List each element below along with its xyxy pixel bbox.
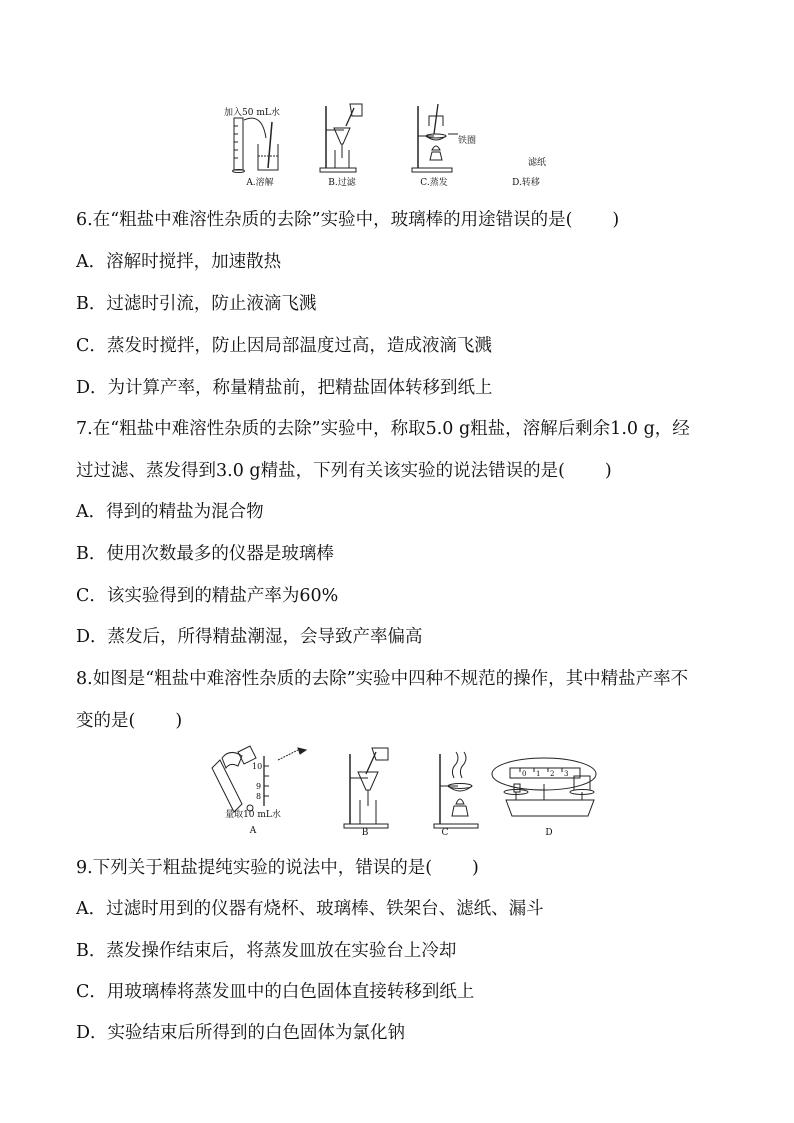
q9-option-c: C．用玻璃棒将蒸发皿中的白色固体直接转移到纸上 [76, 982, 475, 1002]
filtration-apparatus [320, 104, 362, 172]
caption-c: C [441, 828, 449, 838]
cylinder-tick-9: 9 [256, 782, 262, 791]
figure-1-apparatus [222, 100, 547, 192]
caption-a-dissolve: A.溶解 [246, 178, 274, 188]
caption-b: B [361, 828, 369, 838]
ruler-tick-2: 2 [550, 770, 555, 778]
ruler-tick-0: 0 [522, 770, 527, 778]
caption-d-transfer: D.转移 [512, 178, 540, 188]
label-iron-ring: 铁圈 [458, 136, 477, 146]
caption-b-filter: B.过滤 [328, 178, 356, 188]
q9-option-a: A．过滤时用到的仪器有烧杯、玻璃棒、铁架台、滤纸、漏斗 [76, 899, 544, 919]
evaporation-apparatus [434, 752, 478, 828]
ruler-tick-1: 1 [536, 770, 541, 778]
q7-option-d: D．蒸发后，所得精盐潮湿，会导致产率偏高 [76, 627, 423, 647]
q7-option-c: C．该实验得到的精盐产率为60% [76, 586, 339, 606]
label-filter-paper: 滤纸 [528, 158, 547, 168]
caption-a: A [249, 826, 257, 836]
cylinder-tick-10: 10 [252, 762, 263, 771]
q7-option-b: B．使用次数最多的仪器是玻璃棒 [76, 544, 334, 564]
q8-stem-line2: 变的是( ) [76, 711, 183, 731]
cylinder-tick-8: 8 [256, 792, 262, 801]
q6-stem: 6.在“粗盐中难溶性杂质的去除”实验中，玻璃棒的用途错误的是( ) [76, 210, 620, 230]
caption-c-evaporate: C.蒸发 [420, 178, 448, 188]
q9-stem: 9.下列关于粗盐提纯实验的说法中，错误的是( ) [76, 858, 479, 878]
q6-option-b: B．过滤时引流，防止液滴飞溅 [76, 294, 317, 314]
caption-a-text: 量取10 mL水 [225, 810, 281, 820]
q8-stem-line1: 8.如图是“粗盐中难溶性杂质的去除”实验中四种不规范的操作，其中精盐产率不 [76, 669, 689, 689]
dissolve-apparatus [233, 118, 279, 173]
ruler-tick-3: 3 [564, 770, 569, 778]
q6-option-c: C．蒸发时搅拌，防止因局部温度过高，造成液滴飞溅 [76, 336, 492, 356]
q7-option-a: A．得到的精盐为混合物 [76, 502, 264, 522]
label-add-water: 加入50 mL水 [224, 108, 280, 118]
q9-option-b: B．蒸发操作结束后，将蒸发皿放在实验台上冷却 [76, 941, 457, 961]
measuring-apparatus [212, 746, 306, 812]
filtration-apparatus [344, 748, 388, 828]
evaporation-apparatus [412, 104, 458, 172]
q6-option-a: A．溶解时搅拌，加速散热 [76, 252, 282, 272]
q6-option-d: D．为计算产率，称量精盐前，把精盐固体转移到纸上 [76, 378, 493, 398]
q7-stem-line2: 过过滤、蒸发得到3.0 g精盐，下列有关该实验的说法错误的是( ) [76, 461, 612, 481]
figure-2-operations [198, 744, 598, 840]
q9-option-d: D．实验结束后所得到的白色固体为氯化钠 [76, 1023, 406, 1043]
q7-stem-line1: 7.在“粗盐中难溶性杂质的去除”实验中，称取5.0 g粗盐，溶解后剩余1.0 g，经 [76, 419, 690, 439]
balance-apparatus [492, 758, 596, 816]
caption-d: D [545, 828, 553, 838]
